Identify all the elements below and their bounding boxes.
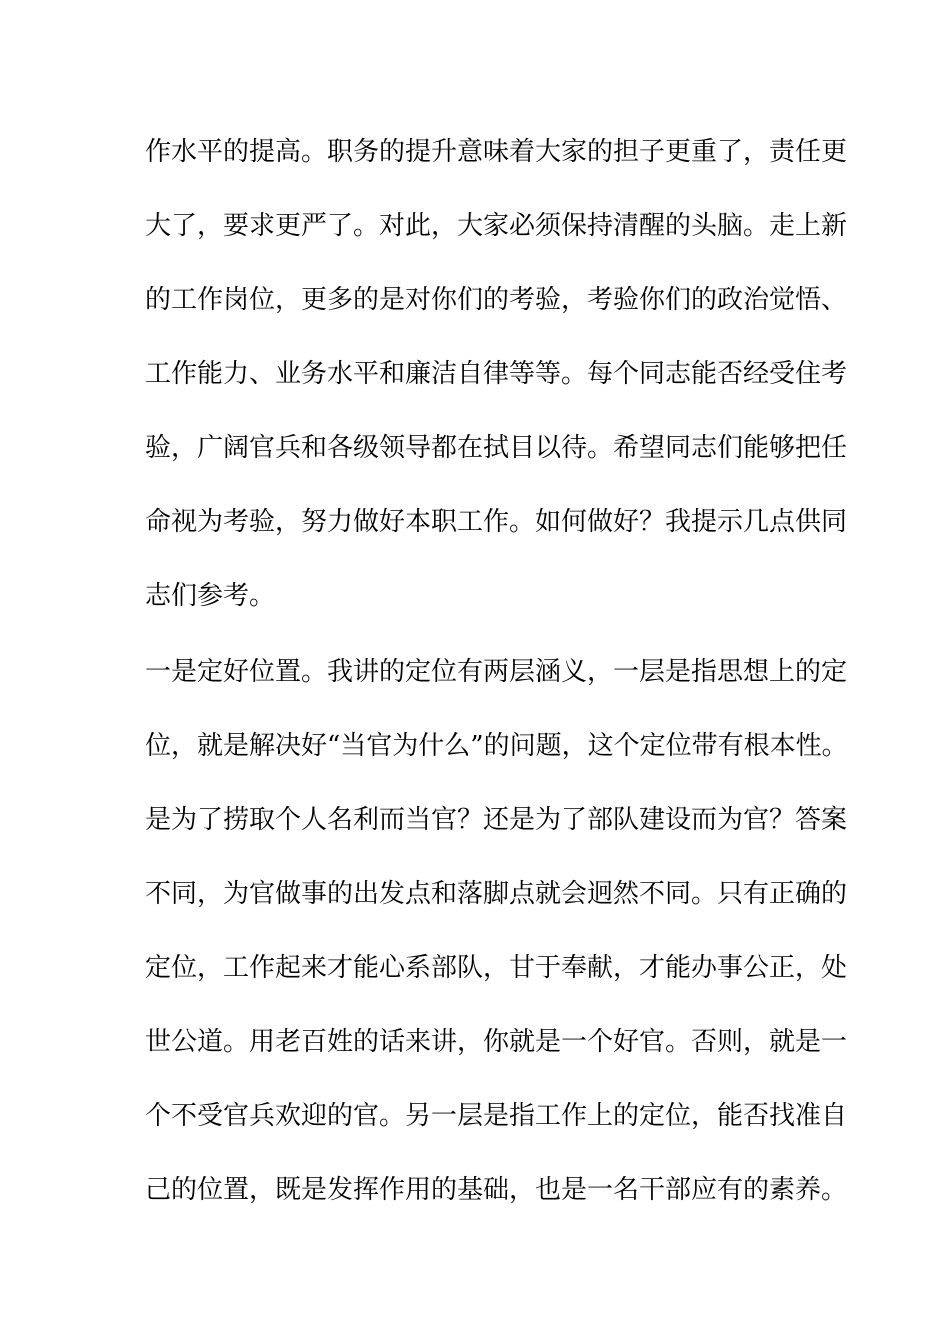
- text-line: 工作能力、业务水平和廉洁自律等等。每个同志能否经受住考: [145, 359, 848, 389]
- text-line: 定位，工作起来才能心系部队，甘于奉献，才能办事公正，处: [145, 953, 848, 983]
- text-line: 一是定好位置。我讲的定位有两层涵义，一层是指思想上的定: [145, 657, 848, 687]
- text-line: 位，就是解决好“当官为什么”的问题，这个定位带有根本性。: [145, 731, 848, 761]
- text-line: 作水平的提高。职务的提升意味着大家的担子更重了，责任更: [145, 137, 848, 167]
- text-line: 世公道。用老百姓的话来讲，你就是一个好官。否则，就是一: [145, 1027, 848, 1057]
- text-line: 己的位置，既是发挥作用的基础，也是一名干部应有的素养。: [145, 1175, 848, 1205]
- text-line: 是为了捞取个人名利而当官？还是为了部队建设而为官？答案: [145, 805, 848, 835]
- text-line: 命视为考验，努力做好本职工作。如何做好？我提示几点供同: [145, 507, 848, 537]
- text-line: 个不受官兵欢迎的官。另一层是指工作上的定位，能否找准自: [145, 1101, 848, 1131]
- text-line: 大了，要求更严了。对此，大家必须保持清醒的头脑。走上新: [145, 211, 848, 241]
- text-line: 验，广阔官兵和各级领导都在拭目以待。希望同志们能够把任: [145, 433, 848, 463]
- text-line: 志们参考。: [145, 581, 276, 611]
- text-line: 不同，为官做事的出发点和落脚点就会迥然不同。只有正确的: [145, 879, 848, 909]
- text-line: 的工作岗位，更多的是对你们的考验，考验你们的政治觉悟、: [145, 285, 848, 315]
